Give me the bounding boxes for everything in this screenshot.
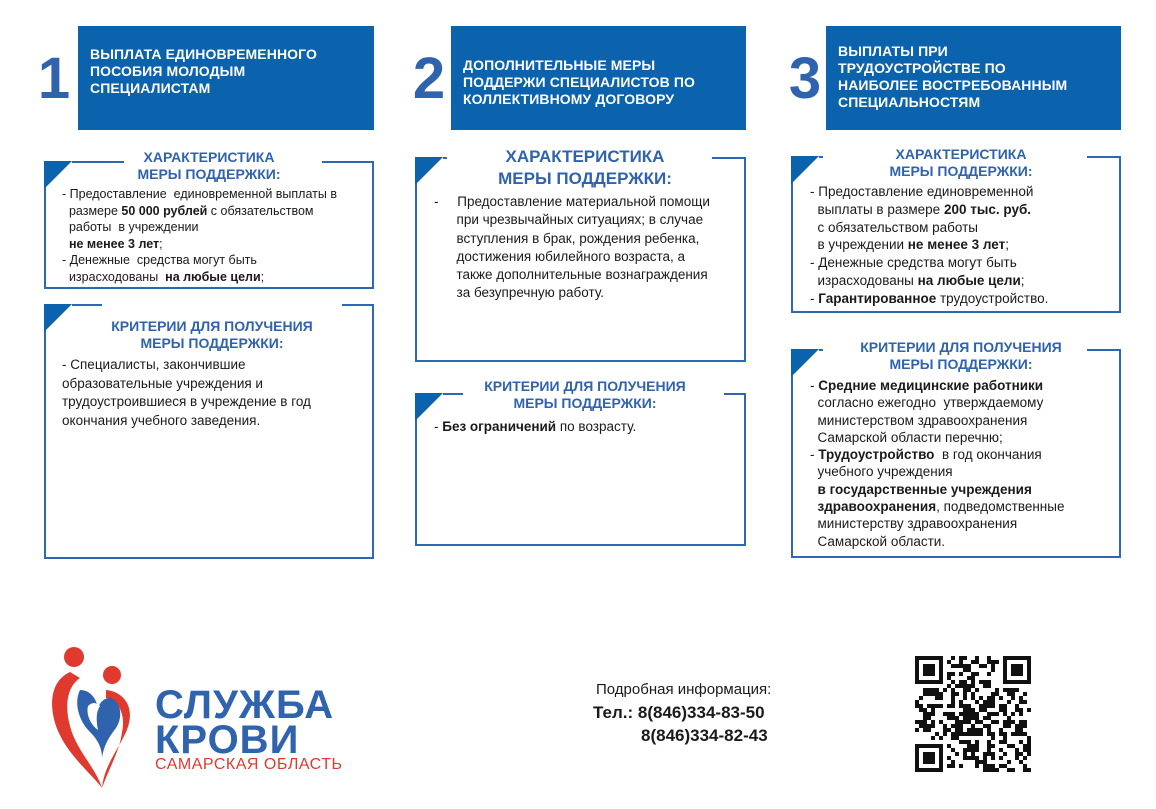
text-line: - Средние медицинские работники (810, 378, 1044, 393)
text-line: трудоустроившиеся в учреждение в год (62, 394, 311, 409)
text-line: также дополнительные вознаграждения (434, 267, 708, 283)
banner-line: СПЕЦИАЛЬНОСТЯМ (838, 94, 981, 110)
text-line: - Предоставление единовременной (810, 184, 1034, 199)
text-line: израсходованы на любые цели; (810, 272, 1025, 288)
column-number-2: 2 (412, 46, 446, 111)
text-line: в государственные учреждения (817, 481, 1032, 497)
logo-word-2: КРОВИ (155, 718, 300, 762)
criteria-title-1 (44, 318, 380, 352)
banner-2 (451, 26, 746, 130)
text-line: министерству здравоохранения (810, 516, 1018, 532)
text-line: достижения юбилейного возраста, а (434, 248, 686, 264)
text-line: израсходованы на любые цели; (62, 269, 265, 284)
text-line: учебного учреждения (810, 464, 953, 480)
contact-phone-1: Тел.: 8(846)334-83-50 (593, 703, 765, 722)
text-line: Самарской области. (810, 533, 946, 549)
text-line: выплаты в размере 200 тыс. руб. (810, 201, 1032, 217)
text-line: окончания учебного заведения. (62, 412, 261, 428)
criteria-text-1 (62, 356, 368, 430)
text-line: - Специалисты, закончившие (62, 357, 246, 372)
banner-1 (78, 26, 374, 130)
banner-line: ВЫПЛАТЫ ПРИ (838, 43, 948, 59)
text-line: - Без ограничений по возрасту. (434, 419, 637, 434)
characteristic-title-1 (44, 149, 374, 183)
text-line: - Трудоустройство в год окончания (810, 447, 1042, 463)
characteristic-text-2 (434, 193, 740, 303)
text-line: работы в учреждении (62, 220, 199, 234)
column-number-3: 3 (788, 46, 822, 111)
title-line: МЕРЫ ПОДДЕРЖКИ: (137, 166, 281, 182)
banner-line: ТРУДОУСТРОЙСТВЕ ПО (838, 60, 1006, 76)
criteria-title-2 (415, 378, 755, 412)
banner-line: КОЛЛЕКТИВНОМУ ДОГОВОРУ (463, 91, 675, 107)
criteria-box-2 (415, 393, 746, 546)
title-line: МЕРЫ ПОДДЕРЖКИ: (889, 356, 1033, 372)
column-number-1: 1 (37, 46, 71, 111)
banner-line: ВЫПЛАТА ЕДИНОВРЕМЕННОГО (90, 46, 317, 62)
title-line: ХАРАКТЕРИСТИКА (143, 149, 275, 165)
title-line: КРИТЕРИИ ДЛЯ ПОЛУЧЕНИЯ (484, 378, 686, 394)
text-line: при чрезвычайных ситуациях; в случае (434, 212, 704, 228)
banner-line: СПЕЦИАЛИСТАМ (90, 80, 211, 96)
characteristic-text-3 (810, 183, 1116, 308)
logo-subtitle: САМАРСКАЯ ОБЛАСТЬ (155, 756, 343, 773)
characteristic-title-3 (791, 146, 1131, 180)
text-line: не менее 3 лет; (68, 236, 163, 251)
text-line: образовательные учреждения и (62, 375, 263, 391)
title-line: МЕРЫ ПОДДЕРЖКИ: (889, 163, 1033, 179)
text-line: - Денежные средства могут быть (62, 253, 257, 267)
title-line: МЕРЫ ПОДДЕРЖКИ: (140, 335, 284, 351)
contact-label: Подробная информация: (596, 681, 772, 698)
title-line: МЕРЫ ПОДДЕРЖКИ: (513, 395, 657, 411)
text-line: вступления в брак, рождения ребенка, (434, 230, 700, 246)
text-line: с обязательством работы (810, 219, 978, 235)
text-line: - Денежные средства могут быть (810, 255, 1017, 271)
text-line: согласно ежегодно утверждаемому (810, 395, 1044, 411)
blood-service-logo-icon (46, 640, 146, 790)
title-line: КРИТЕРИИ ДЛЯ ПОЛУЧЕНИЯ (860, 339, 1062, 355)
text-line: министерством здравоохранения (810, 412, 1028, 428)
text-line: здравоохранения, подведомственные (817, 499, 1065, 515)
characteristic-title-2 (415, 146, 755, 190)
banner-line: НАИБОЛЕЕ ВОСТРЕБОВАННЫМ (838, 77, 1068, 93)
criteria-title-3 (791, 339, 1131, 373)
text-line: в учреждении не менее 3 лет; (810, 237, 1009, 253)
banner-line: ПОСОБИЯ МОЛОДЫМ (90, 63, 246, 79)
characteristic-text-1 (62, 186, 368, 285)
text-line: за безупречную работу. (434, 285, 604, 301)
title-line: МЕРЫ ПОДДЕРЖКИ: (498, 169, 672, 188)
logo-word-1: СЛУЖБА (155, 683, 335, 727)
text-line: - Предоставление единовременной выплаты в (62, 187, 337, 201)
title-line: ХАРАКТЕРИСТИКА (895, 146, 1027, 162)
title-line: КРИТЕРИИ ДЛЯ ПОЛУЧЕНИЯ (111, 318, 313, 334)
title-line: ХАРАКТЕРИСТИКА (505, 147, 665, 166)
text-line: - Предоставление материальной помощи (434, 194, 710, 209)
banner-3 (826, 26, 1121, 130)
criteria-text-2 (434, 418, 740, 436)
banner-line: ПОДДЕРЖИ СПЕЦИАЛИСТОВ ПО (463, 74, 695, 90)
qr-code-icon[interactable] (915, 656, 1031, 772)
banner-line: ДОПОЛНИТЕЛЬНЫЕ МЕРЫ (463, 57, 656, 73)
text-line: Самарской области перечню; (810, 429, 1003, 445)
criteria-text-3 (810, 377, 1120, 550)
text-line: размере 50 000 рублей с обязательством (62, 203, 314, 218)
contact-phone-2: 8(846)334-82-43 (641, 726, 768, 745)
text-line: - Гарантированное трудоустройство. (810, 290, 1049, 306)
